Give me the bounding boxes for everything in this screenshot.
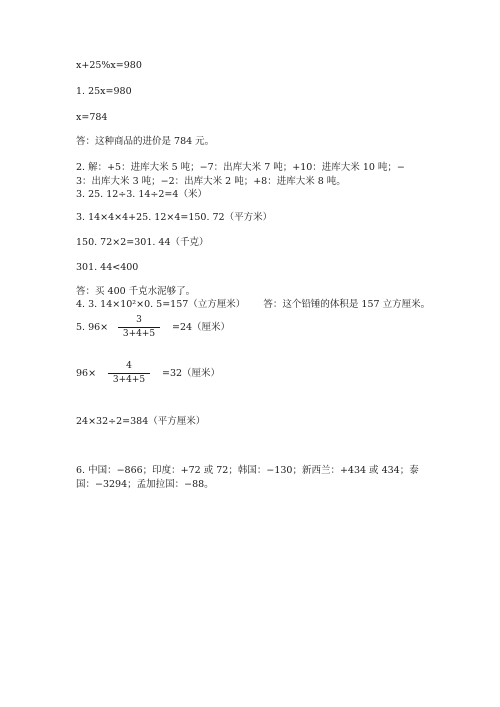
line-answer: 答：这种商品的进价是 784 元。 [76, 136, 215, 147]
line-q4: 4. 3. 14×10²×0. 5=157（立方厘米） 答：这个铅锤的体积是 157 立方厘米。 [76, 299, 431, 310]
line-answer: 答：买 400 千克水泥够了。 [76, 286, 196, 297]
q5-prefix: 5. 96× [76, 322, 109, 333]
q5-result: =24（厘米） [172, 322, 231, 333]
line-area: 24×32÷2=384（平方厘米） [76, 416, 206, 427]
fraction-bar [108, 373, 150, 374]
line-q3-compare: 301. 44<400 [76, 262, 139, 273]
line-equation: 1. 25x=980 [76, 86, 132, 97]
fraction-denominator: 3+4+5 [122, 329, 156, 339]
fraction [118, 315, 160, 340]
line-q2: 2. 解：+5：进库大米 5 吨；−7：出库大米 7 吨；+10：进库大米 10 吨；− [76, 162, 405, 173]
q5b-result: =32（厘米） [162, 368, 221, 379]
line-q2-cont: 3：出库大米 3 吨；−2：出库大米 2 吨；+8：进库大米 8 吨。 [76, 176, 346, 187]
fraction-bar [118, 327, 160, 328]
fraction-denominator: 3+4+5 [112, 375, 146, 385]
line-equation: x=784 [76, 112, 108, 123]
line-q3: 3. 25. 12÷3. 14÷2=4（米） [76, 189, 207, 200]
fraction-numerator: 4 [126, 361, 132, 371]
line-q6: 6. 中国：−866；印度：+72 或 72；韩国：−130；新西兰：+434 或 434；泰 [76, 465, 419, 476]
fraction-numerator: 3 [136, 315, 142, 325]
line-q3-area: 3. 14×4×4+25. 12×4=150. 72（平方米） [76, 212, 273, 223]
fraction [108, 361, 150, 386]
line-equation: x+25%x=980 [76, 60, 142, 71]
line-q6-cont: 国：−3294；孟加拉国：−88。 [76, 479, 214, 490]
q5b-prefix: 96× [76, 368, 97, 379]
line-q3-weight: 150. 72×2=301. 44（千克） [76, 237, 209, 248]
